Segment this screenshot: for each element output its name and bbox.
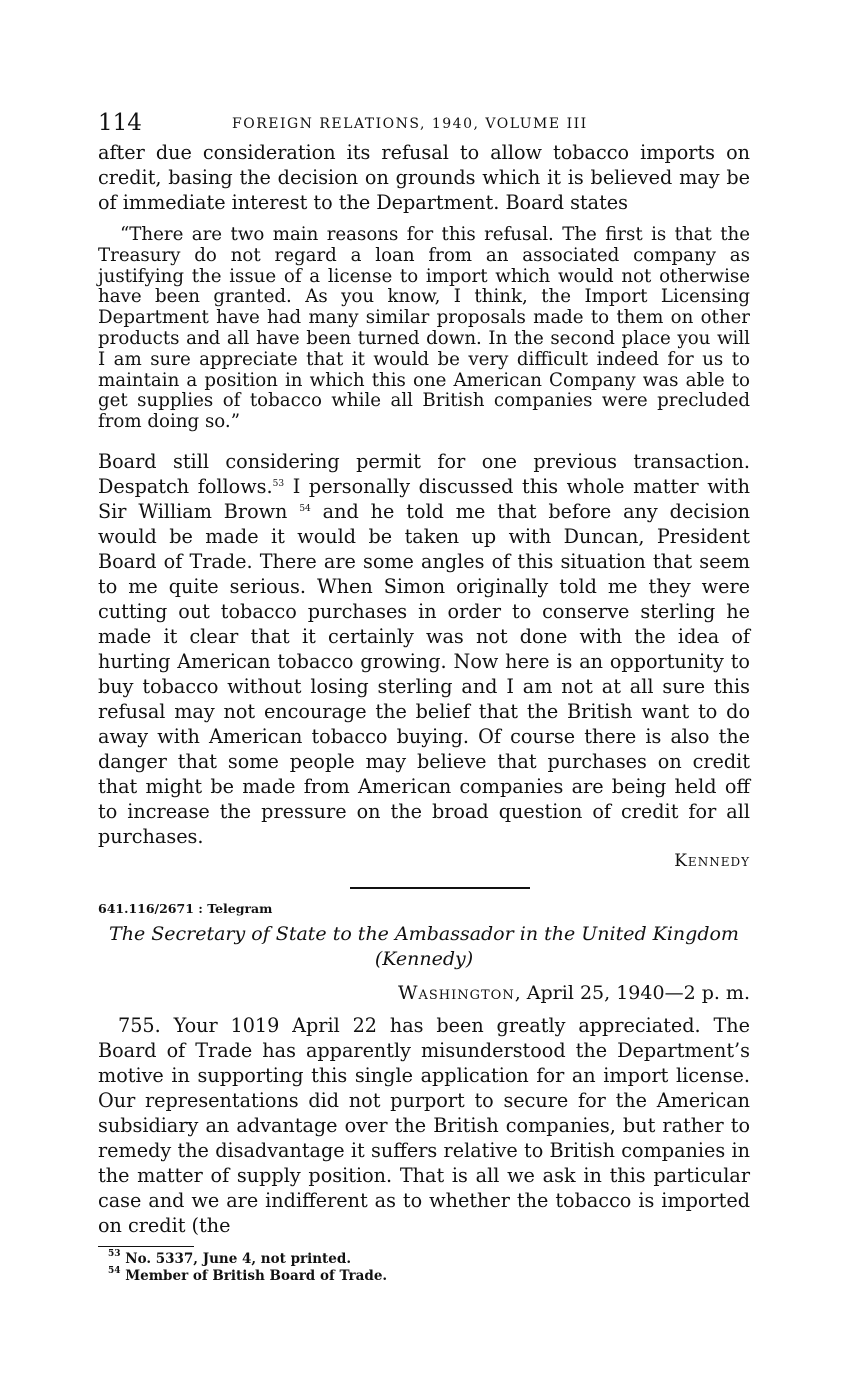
footnote-ref-53[interactable]: 53: [272, 478, 285, 489]
file-number: 641.116/2671 : Telegram: [98, 900, 273, 916]
section-divider: [350, 887, 530, 889]
footnote-54-mark: 54: [108, 1265, 121, 1276]
page-number: 114: [98, 110, 142, 136]
document-title-line1: The Secretary of State to the Ambassador in the United Kingdom: [109, 922, 739, 945]
footnote-divider: [98, 1246, 194, 1247]
page-header: [98, 110, 750, 140]
footnote-53: [98, 1248, 750, 1268]
document-title-line2: (Kennedy): [374, 947, 474, 970]
paragraph2-part2: I personally discussed this whole matter with Sir William Brown: [98, 474, 750, 523]
block-quote: “There are two main reasons for this refusal. The first is that the Treasury do not regard a loan from an associated company as justifying the issue of a license to import which would not otherwise have been granted. As you know, I think, the Import Licensing Department have had many similar proposals made to them on other products and all have been turned down. In the second place you will I am sure appreciate that it would be very difficult indeed for us to maintain a position in which this one American Company was able to get supplies of tobacco while all British companies were precluded from doing so.”: [98, 224, 750, 433]
opening-paragraph: after due consideration its refusal to allow tobacco imports on credit, basing the decision on grounds which it is believed may be of immediate interest to the Department. Board states: [98, 141, 750, 214]
paragraph2-part3: and he told me that before any decision would be made it would be taken up with Duncan, President Board of Trade. There are some angles of this situation that seem to me quite serious. When Simon originally told me they were cutting out tobacco purchases in order to conserve sterling he made it clear that it certainly was not done with the idea of hurting American tobacco growing. Now here is an opportunity to buy tobacco without losing sterling and I am not at all sure this refusal may not encourage the belief that the British want to do away with American tobacco buying. Of course there is also the danger that some people may believe that purchases on credit that might be made from American companies are being held off to increase the pressure on the broad question of credit for all purchases.: [98, 499, 751, 848]
footnote-54-text: Member of British Board of Trade.: [120, 1267, 388, 1284]
telegram-body: 755. Your 1019 April 22 has been greatly appreciated. The Board of Trade has apparently misunderstood the Department’s motive in supporting this single application for an import license. Our representations did not purport to secure for the American subsidiary an advantage over the British companies, but rather to remedy the disadvantage it suffers relative to British companies in the matter of supply position. That is all we ask in this particular case and we are indifferent as to whether the tobacco is imported on credit (the: [98, 1013, 750, 1237]
dateline: [98, 982, 750, 1004]
footnote-54: [98, 1265, 750, 1285]
dateline-place: Washington: [397, 981, 515, 1004]
footnote-53-text: No. 5337, June 4, not printed.: [120, 1250, 352, 1267]
footnote-ref-54[interactable]: 54: [299, 503, 311, 514]
document-title: [98, 922, 750, 972]
paragraph-board-still-considering: [98, 449, 750, 849]
footnote-53-mark: 53: [108, 1248, 121, 1259]
document-page: [98, 110, 750, 1285]
signature-kennedy: Kennedy: [674, 850, 750, 871]
running-title: FOREIGN RELATIONS, 1940, VOLUME III: [232, 116, 588, 132]
dateline-date: , April 25, 1940—2 p. m.: [514, 981, 750, 1004]
paragraph2-part1: Board still considering permit for one previous transaction. Despatch follows.: [98, 449, 750, 498]
